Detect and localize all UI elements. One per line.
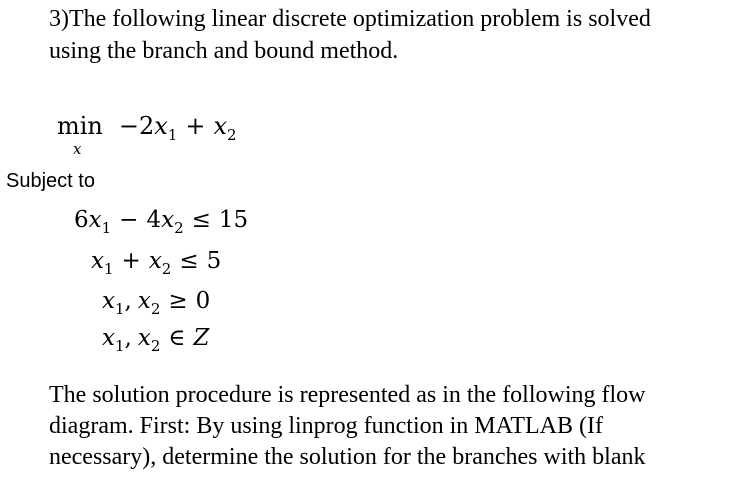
- c1-rel: ≤: [191, 207, 211, 233]
- c2-op: +: [121, 248, 141, 274]
- constraint-4: [102, 325, 210, 355]
- c2-sub-a: 1: [103, 260, 114, 278]
- solution-line-3: necessary), determine the solution for the branches with blank: [49, 444, 646, 470]
- c1-var-b: x: [161, 207, 175, 233]
- c1-var-a: x: [88, 207, 102, 233]
- c4-sub-b: 2: [150, 337, 161, 355]
- c4-sub-a: 1: [114, 337, 125, 355]
- c3-sub-b: 2: [150, 300, 161, 318]
- c1-coef-a: 6: [74, 207, 89, 233]
- constraint-3: [102, 288, 211, 318]
- solution-line-2: diagram. First: By using linprog function in MATLAB (If: [49, 413, 603, 439]
- objective-plus: +: [185, 112, 206, 140]
- objective-sub-2: 2: [227, 126, 237, 144]
- c1-coef-b: 4: [146, 207, 162, 233]
- c4-rhs: Z: [193, 325, 210, 351]
- c1-sub-b: 2: [174, 219, 184, 237]
- problem-heading-line-2: using the branch and bound method.: [49, 38, 399, 64]
- subject-to-label: Subject to: [6, 170, 95, 192]
- c2-var-a: x: [91, 248, 104, 274]
- constraint-1: [74, 207, 249, 237]
- objective-var-2: x: [213, 112, 228, 140]
- c3-var-a: x: [102, 288, 115, 314]
- c4-var-b: x: [137, 325, 151, 351]
- c2-rel: ≤: [179, 248, 199, 274]
- c1-op: −: [119, 207, 139, 233]
- c2-var-b: x: [148, 248, 162, 274]
- c2-sub-b: 2: [161, 260, 172, 278]
- c3-rhs: 0: [195, 288, 211, 314]
- c4-comma: ,: [124, 325, 132, 351]
- c1-sub-a: 1: [101, 219, 112, 237]
- c1-rhs: 15: [218, 207, 249, 233]
- objective-var-1: x: [154, 112, 168, 140]
- objective-function: [57, 112, 237, 144]
- c3-var-b: x: [137, 288, 151, 314]
- c2-rhs: 5: [206, 248, 222, 274]
- min-operator: min: [57, 112, 103, 140]
- objective-sub-1: 1: [167, 126, 178, 144]
- c3-comma: ,: [124, 288, 132, 314]
- c3-sub-a: 1: [114, 300, 125, 318]
- problem-heading-line-1: 3)The following linear discrete optimization problem is solved: [49, 6, 651, 32]
- c4-var-a: x: [102, 325, 115, 351]
- c4-rel: ∈: [168, 325, 186, 351]
- c3-rel: ≥: [168, 288, 188, 314]
- min-variable-under: x: [73, 140, 82, 158]
- constraint-2: [91, 248, 222, 278]
- solution-line-1: The solution procedure is represented as in the following flow: [49, 382, 646, 408]
- objective-coef-1: −2: [118, 112, 155, 140]
